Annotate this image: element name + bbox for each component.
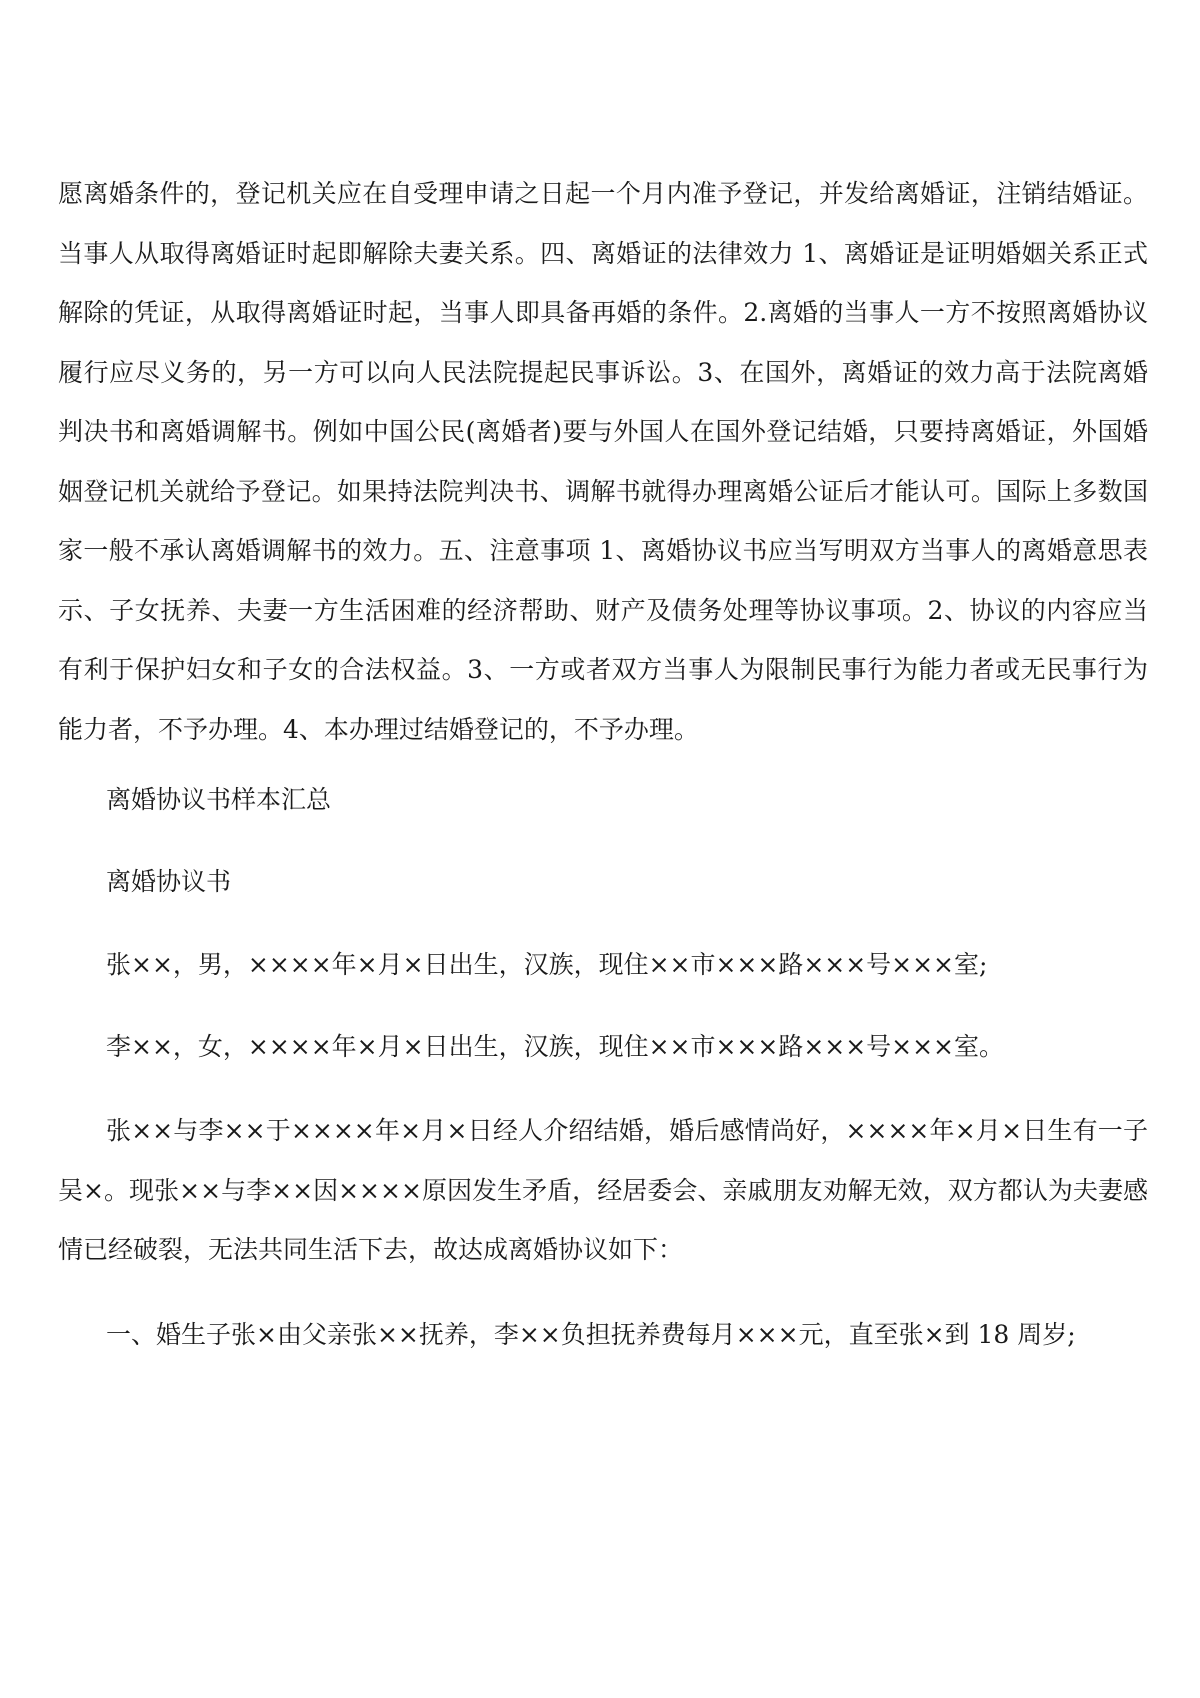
heading-agreement-title: 离婚协议书 [106, 867, 232, 896]
party-male-info: 张××，男，××××年×月×日出生，汉族，现住××市×××路×××号×××室; [106, 950, 988, 979]
heading-collection-title: 离婚协议书样本汇总 [106, 785, 332, 814]
body-paragraph-divorce-certificate: 愿离婚条件的，登记机关应在自受理申请之日起一个月内准予登记，并发给离婚证，注销结婚证。当事人从取得离婚证时起即解除夫妻关系。四、离婚证的法律效力 1、离婚证是证明婚姻关系正式解除的凭证，从取得离婚证时起，当事人即具备再婚的条件。2.离婚的当事人一方不按照离婚协议履行应尽义务的，另一方可以向人民法院提起民事诉讼。3、在国外，离婚证的效力高于法院离婚判决书和离婚调解书。例如中国公民(离婚者)要与外国人在国外登记结婚，只要持离婚证，外国婚姻登记机关就给予登记。如果持法院判决书、调解书就得办理离婚公证后才能认可。国际上多数国家一般不承认离婚调解书的效力。五、注意事项 1、离婚协议书应当写明双方当事人的离婚意思表示、子女抚养、夫妻一方生活困难的经济帮助、财产及债务处理等协议事项。2、协议的内容应当有利于保护妇女和子女的合法权益。3、一方或者双方当事人为限制民事行为能力者或无民事行为能力者，不予办理。4、本办理过结婚登记的，不予办理。 [58, 179, 1148, 744]
party-female-info: 李××，女，××××年×月×日出生，汉族，现住××市×××路×××号×××室。 [106, 1032, 1005, 1061]
clause-1-child-custody: 一、婚生子张×由父亲张××抚养，李××负担抚养费每月×××元，直至张×到 18 周岁; [106, 1320, 1076, 1349]
background-paragraph: 张××与李××于××××年×月×日经人介绍结婚，婚后感情尚好，××××年×月×日生有一子吴×。现张××与李××因××××原因发生矛盾，经居委会、亲戚朋友劝解无效，双方都认为夫妻感情已经破裂，无法共同生活下去，故达成离婚协议如下： [58, 1116, 1148, 1264]
